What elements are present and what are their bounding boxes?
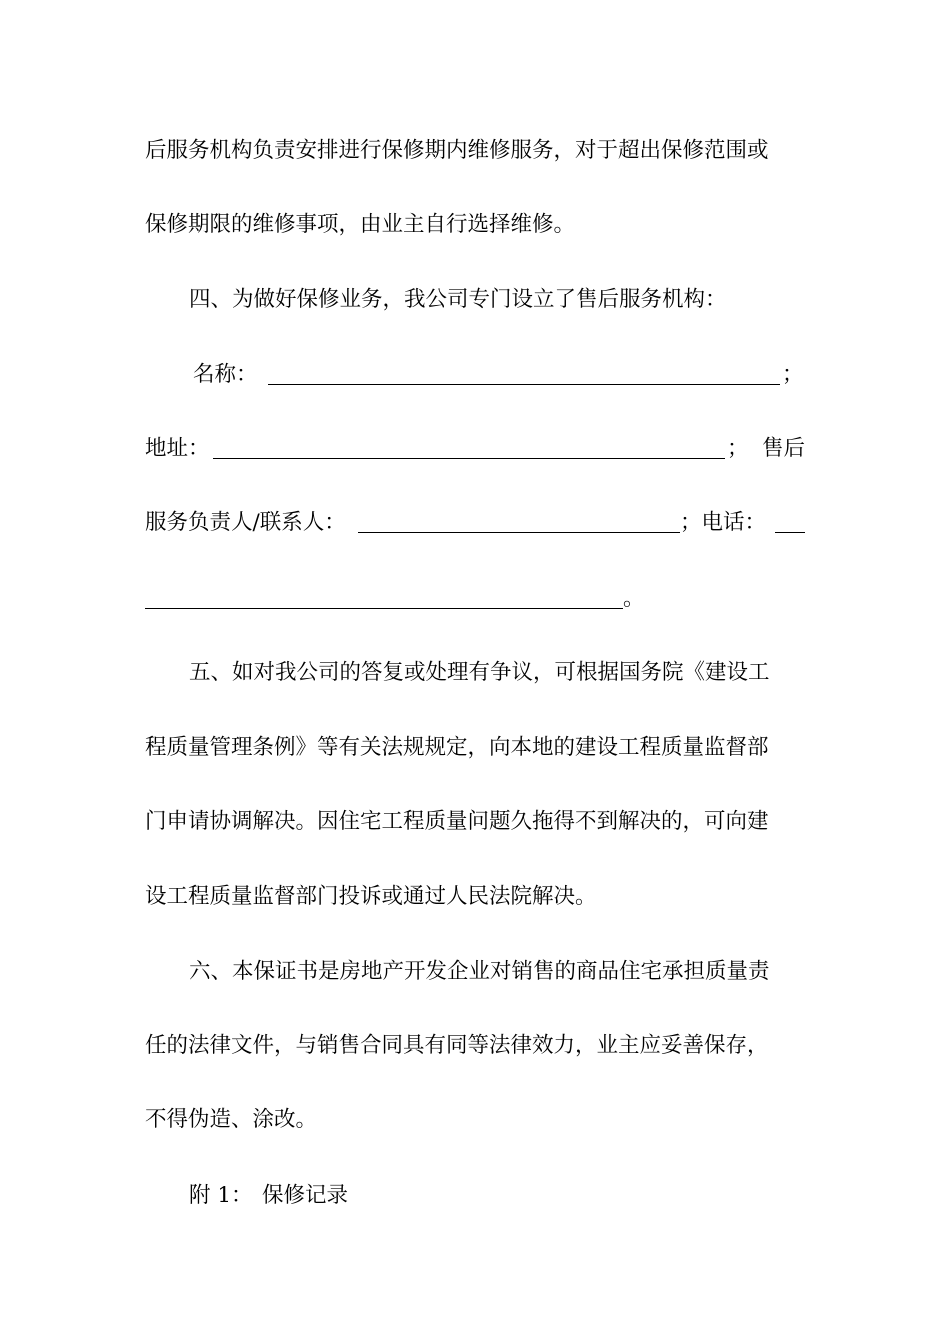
paragraph-line bbox=[0, 804, 950, 840]
paragraph-text: 保修期限的维修事项，由业主自行选择维修。 bbox=[145, 212, 576, 237]
paragraph-text: 任的法律文件，与销售合同具有同等法律效力，业主应妥善保存， bbox=[145, 1033, 769, 1058]
paragraph-text: 门申请协调解决。因住宅工程质量问题久拖得不到解决的，可向建 bbox=[145, 809, 769, 834]
attachment-title: 保修记录 bbox=[262, 1183, 349, 1208]
paragraph-text: 五、如对我公司的答复或处理有争议，可根据国务院《建设工 bbox=[189, 660, 770, 685]
paragraph-text: 设工程质量监督部门投诉或通过人民法院解决。 bbox=[145, 884, 597, 909]
address-blank-line bbox=[213, 458, 725, 459]
name-row bbox=[0, 357, 950, 393]
attachment-row bbox=[0, 1178, 950, 1214]
paragraph-text: 六、本保证书是房地产开发企业对销售的商品住宅承担质量责 bbox=[189, 959, 770, 984]
name-label: 名称： bbox=[193, 362, 258, 387]
address-end-punct: ； bbox=[727, 436, 749, 461]
paragraph-line bbox=[0, 954, 950, 990]
paragraph-line bbox=[0, 133, 950, 169]
name-end-punct: ； bbox=[782, 362, 804, 387]
contact-label: 服务负责人/联系人： bbox=[145, 510, 346, 535]
paragraph-line bbox=[0, 879, 950, 915]
address-row bbox=[0, 431, 950, 467]
paragraph-line bbox=[0, 282, 950, 318]
phone-label: ；电话： bbox=[680, 510, 767, 535]
paragraph-line bbox=[0, 207, 950, 243]
paragraph-text: 不得伪造、涂改。 bbox=[145, 1107, 318, 1132]
phone-row bbox=[0, 581, 950, 617]
paragraph-text: 程质量管理条例》等有关法规规定，向本地的建设工程质量监督部 bbox=[145, 735, 769, 760]
paragraph-line bbox=[0, 1102, 950, 1138]
section-heading: 四、为做好保修业务，我公司专门设立了售后服务机构： bbox=[189, 287, 727, 312]
after-sales-text: 售后 bbox=[762, 436, 806, 461]
attachment-label: 附 1： bbox=[189, 1183, 253, 1208]
name-blank-line bbox=[268, 384, 780, 385]
contact-row bbox=[0, 505, 950, 541]
paragraph-line bbox=[0, 1028, 950, 1064]
paragraph-text: 后服务机构负责安排进行保修期内维修服务，对于超出保修范围或 bbox=[145, 138, 769, 163]
address-label: 地址： bbox=[145, 436, 210, 461]
phone-blank-line bbox=[145, 608, 623, 609]
paragraph-line bbox=[0, 730, 950, 766]
phone-blank-line-start bbox=[775, 532, 805, 533]
phone-end-punct: 。 bbox=[623, 586, 645, 611]
contact-blank-line bbox=[358, 532, 680, 533]
paragraph-line bbox=[0, 655, 950, 691]
